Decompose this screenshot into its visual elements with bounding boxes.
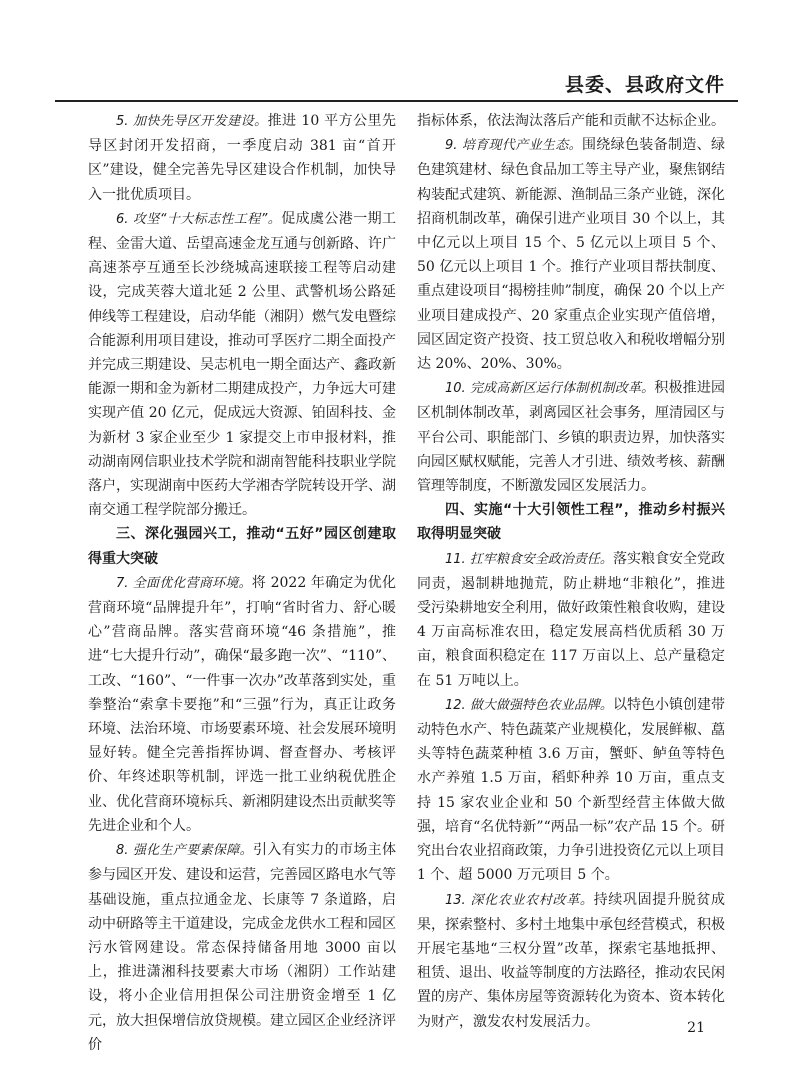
header-rule: [55, 100, 738, 102]
paragraph-lead: 5. 加快先导区开发建设。: [116, 114, 268, 129]
numbered-paragraph: [417, 376, 725, 498]
running-header-title: 县委、县政府文件: [564, 74, 725, 96]
paragraph-body: 落实粮食安全党政同责，遏制耕地抛荒，防止耕地“非粮化”，推进受污染耕地安全利用，做好政策性粮食收购，建设 4 万亩高标准农田，稳定发展高档优质稻 30 万亩，粮食面积稳定在 117 万亩以上、总产量稳定在 51 万吨以上。: [417, 550, 726, 689]
numbered-paragraph: [417, 133, 725, 376]
numbered-paragraph: [417, 888, 725, 1034]
paragraph-lead: 9. 培育现代产业生态。: [445, 138, 582, 154]
page-number: 21: [687, 1020, 705, 1036]
numbered-paragraph: [88, 838, 396, 1057]
left-column: [88, 109, 396, 1057]
paragraph-body: 推进 10 平方公里先导区封闭开发招商，一季度启动 381 亩“首开区”建设，健全完善先导区建设合作机制，加快导入一批优质项目。: [88, 113, 396, 203]
numbered-paragraph: [417, 693, 725, 888]
numbered-paragraph: [88, 207, 396, 523]
paragraph-body: 围绕绿色装备制造、绿色建筑建材、绿色食品加工等主导产业，聚焦钢结构装配式建筑、新能源、渔制品三条产业链，深化招商机制改革，确保引进产业项目 30 个以上，其中亿元以上项目 15 个、5 亿元以上项目 5 个、50 亿元以上项目 1 个。推行产业项目帮扶制度、重点建设项目“揭榜挂帅”制度，确保 20 个以上产业项目建成投产、20 家重点企业实现产值倍增，园区固定资产投资、技工贸总收入和税收增幅分别达 20%、20%、30%。: [417, 137, 725, 373]
numbered-paragraph: [88, 109, 396, 207]
paragraph-lead: 7. 全面优化营商环境。: [116, 575, 252, 591]
paragraph-lead: 12. 做大做强特色农业品牌。: [445, 697, 613, 713]
section-heading: 三、深化强园兴工，推动“五好”园区创建取得重大突破: [88, 526, 396, 567]
numbered-paragraph: [88, 571, 396, 838]
continued-paragraph: 指标体系，依法淘汰落后产能和贡献不达标企业。: [417, 113, 725, 129]
paragraph-body: 引入有实力的市场主体参与园区开发、建设和运营，完善园区路电水气等基础设施，重点拉通金龙、长康等 7 条道路，启动中研路等主干道建设，完成金龙供水工程和园区污水管网建设。常态保持储备用地 3000 亩以上，推进潇湘科技要素大市场（湘阴）工作站建设，将小企业信用担保公司注册资金增至 1 亿元，放大担保增信放贷规模。建立园区企业经济评价: [88, 842, 396, 1053]
paragraph-body: 促成虞公港一期工程、金雷大道、岳望高速金龙互通与创新路、许广高速茶亭互通至长沙绕城高速联接工程等启动建设，完成芙蓉大道北延 2 公里、武警机场公路延伸线等工程建设，启动华能（湘阴）燃气发电暨综合能源利用项目建设，推动可孚医疗二期全面投产并完成三期建设、吴志机电一期全面达产、鑫政新能源一期和金为新材二期建成投产，力争远大可建实现产值 20 亿元，促成远大资源、铂固科技、金为新材 3 家企业至少 1 家提交上市申报材料，推动湖南网信职业技术学院和湖南智能科技职业学院落户，实现湖南中医药大学湘杏学院转设开学、湖南交通工程学院部分搬迁。: [88, 210, 396, 519]
right-column: [417, 109, 725, 1034]
section-heading: 四、实施“十大引领性工程”，推动乡村振兴取得明显突破: [417, 502, 725, 543]
paragraph-lead: 10. 完成高新区运行体制机制改革。: [445, 381, 655, 397]
paragraph-lead: 6. 攻坚“十大标志性工程”。: [116, 211, 282, 227]
paragraph-body: 以特色小镇创建带动特色水产、特色蔬菜产业规模化，发展鲜椒、藠头等特色蔬菜种植 3.6 万亩，蟹虾、鲈鱼等特色水产养殖 1.5 万亩，稻虾种养 10 万亩，重点支持 15 家农业企业和 50 个新型经营主体做大做强，培育“名优特新”“两品一标”农产品 15 个。研究出台农业招商政策，力争引进投资亿元以上项目 1 个、超 5000 万元项目 5 个。: [417, 696, 726, 884]
paragraph-body: 持续巩固提升脱贫成果，探索整村、多村土地集中承包经营模式，积极开展宅基地“三权分置”改革，探索宅基地抵押、租赁、退出、收益等制度的方法路径，推动农民闲置的房产、集体房屋等资源转化为资本、资本转化为财产，激发农村发展活力。: [417, 891, 725, 1030]
paragraph-body: 积极推进园区机制体制改革，剥离园区社会事务，厘清园区与平台公司、职能部门、乡镇的职责边界，加快落实向园区赋权赋能，完善人才引进、绩效考核、薪酬管理等制度，不断激发园区发展活力。: [417, 380, 725, 495]
numbered-paragraph: [417, 547, 725, 693]
paragraph-lead: 11. 扛牢粮食安全政治责任。: [445, 551, 613, 567]
paragraph-lead: 13. 深化农业农村改革。: [445, 892, 594, 908]
paragraph-lead: 8. 强化生产要素保障。: [116, 843, 253, 859]
paragraph-body: 将 2022 年确定为优化营商环境“品牌提升年”，打响“省时省力、舒心暖心”营商品牌。落实营商环境“46 条措施”，推进“七大提升行动”，确保“最多跑一次”、“110”、工改、“160”、“一件事一次办”改革落到实处，重拳整治“索拿卡要拖”和“三强”行为，真正让政务环境、法治环境、市场要素环境、社会发展环境明显好转。健全完善指挥协调、督查督办、考核评价、年终述职等机制，评选一批工业纳税优胜企业、优化营商环境标兵、新湘阴建设杰出贡献奖等先进企业和个人。: [88, 574, 396, 834]
